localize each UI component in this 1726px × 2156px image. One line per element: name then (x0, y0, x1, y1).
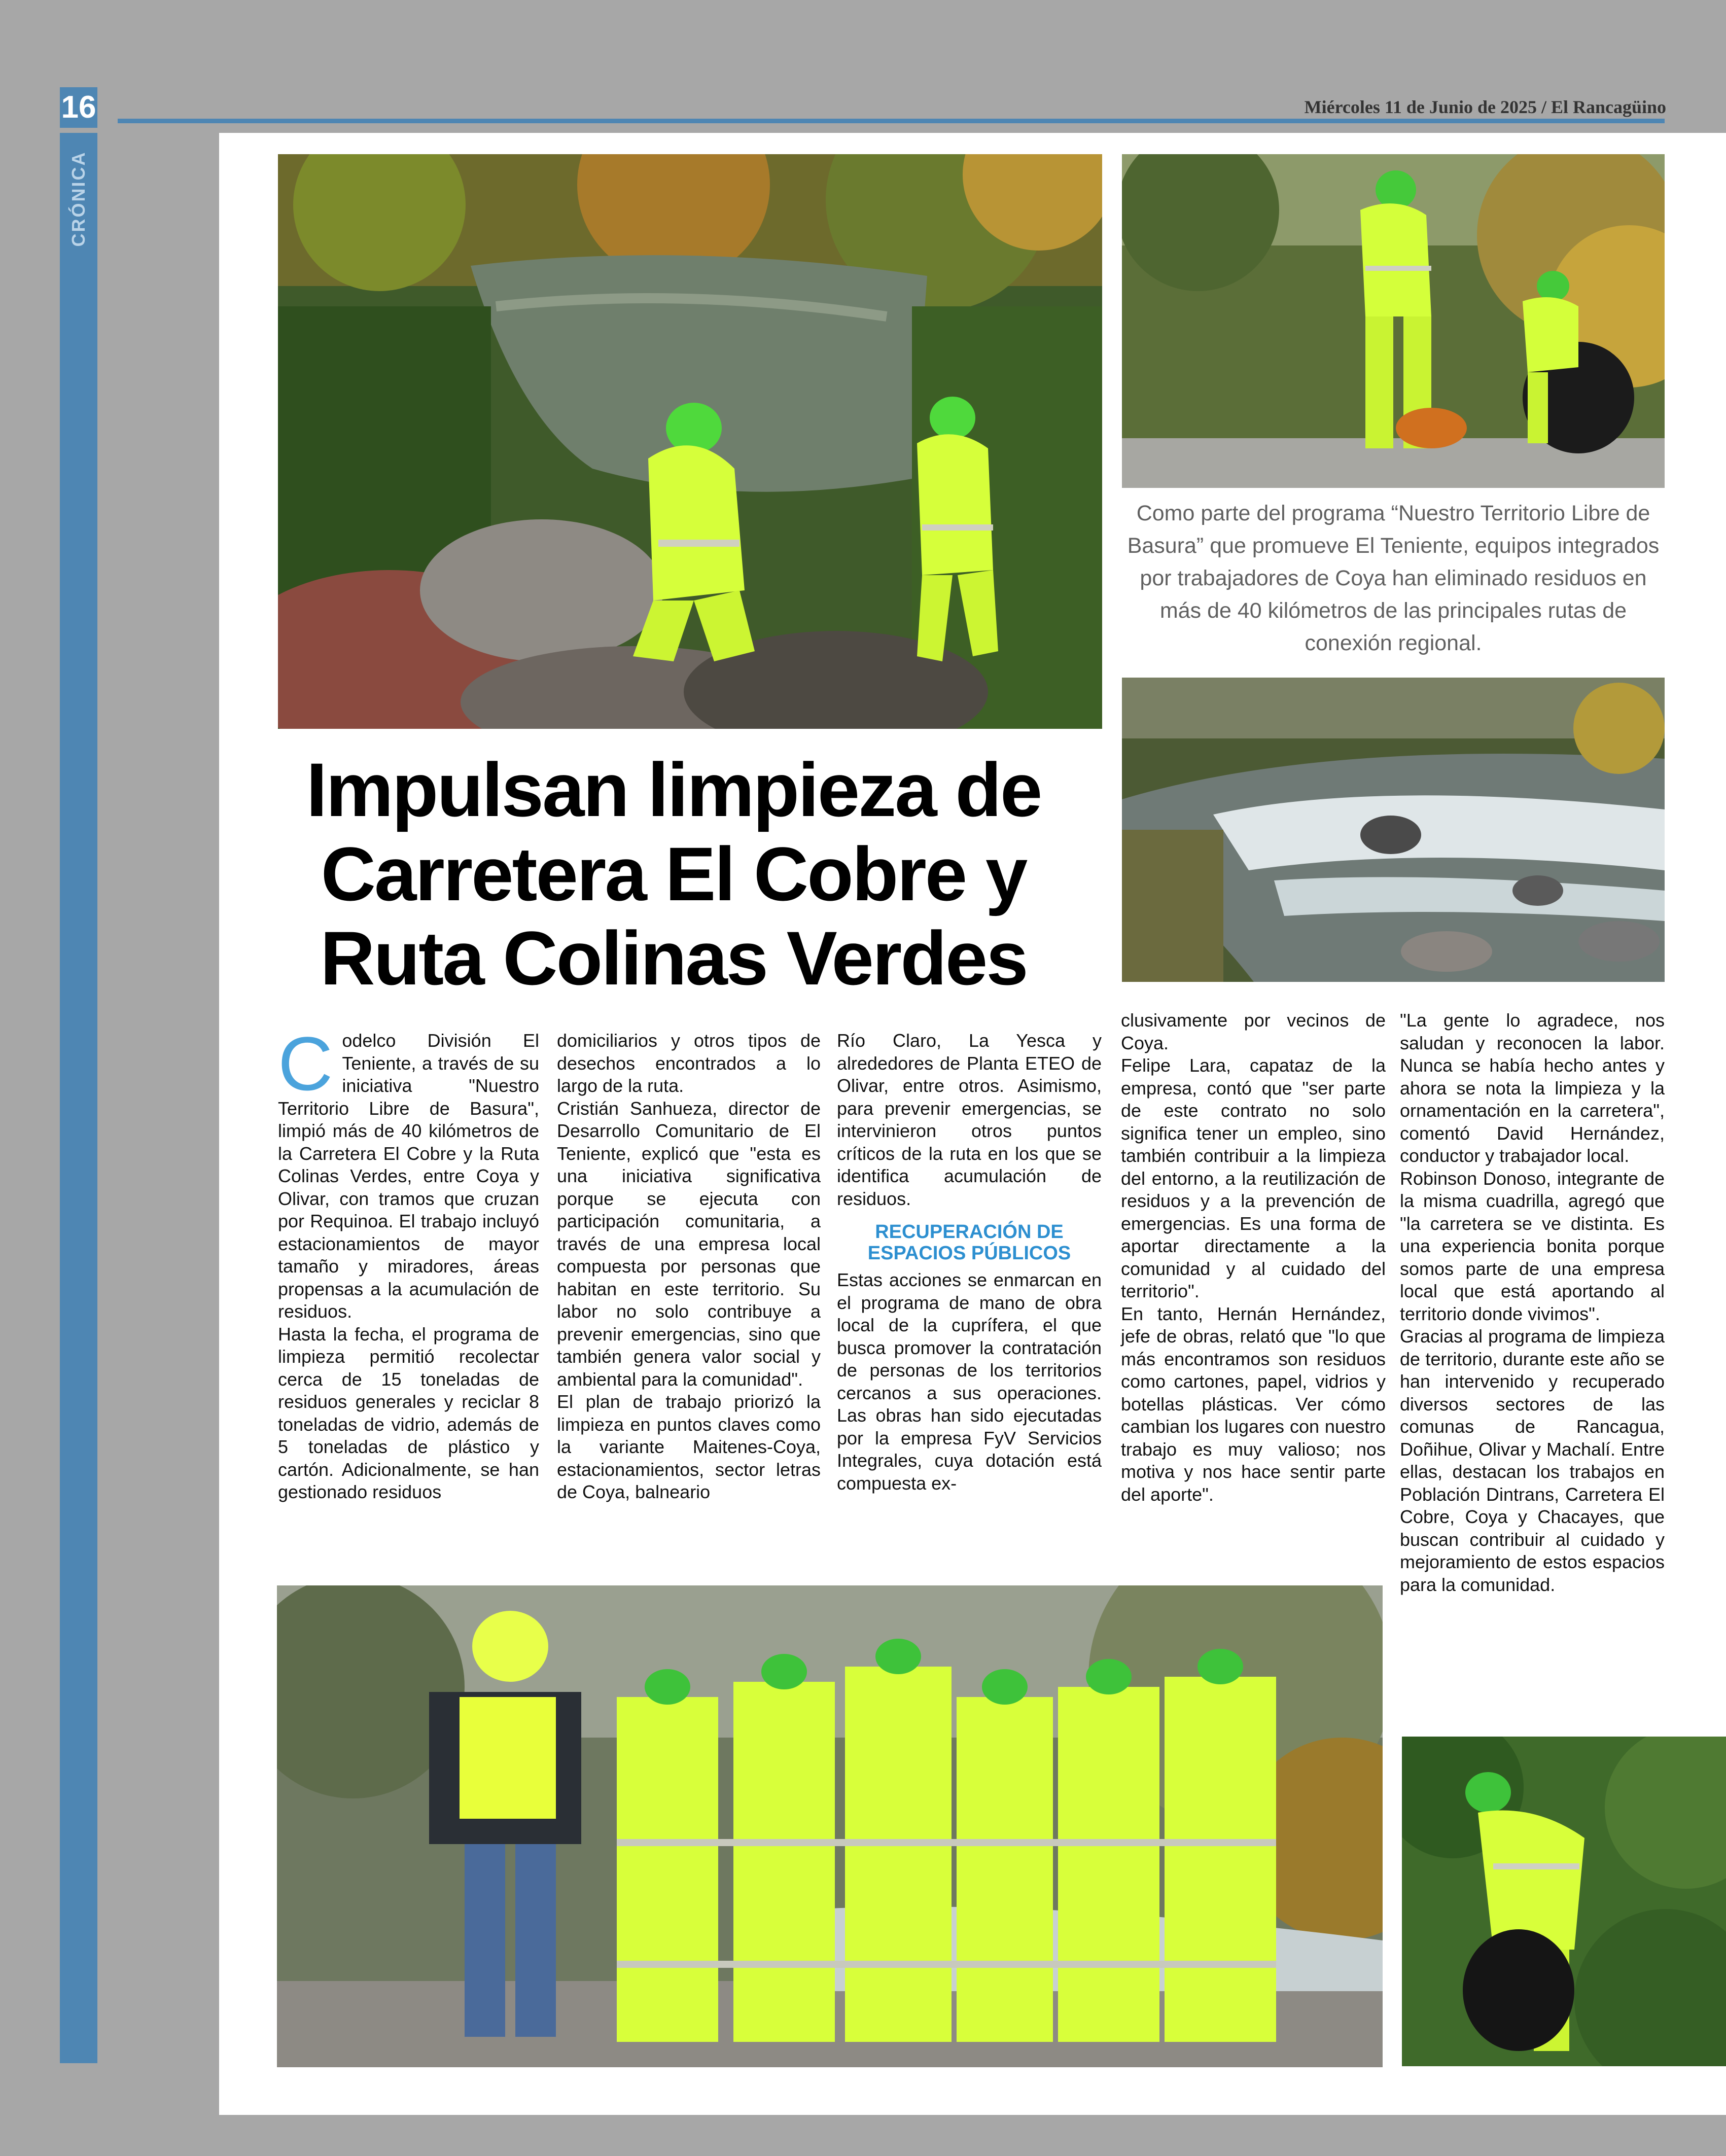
photo-river (1122, 678, 1665, 982)
photo-worker-trash-bag (1402, 1737, 1726, 2066)
article-column-1 (278, 1021, 539, 1504)
section-sidebar (60, 133, 97, 2063)
paragraph: odelco División El Teniente, a través de su iniciativa "Nuestro Territorio Libre de Basura", limpió más de 40 kilómetros de la Carretera El Cobre y la Ruta Colinas Verdes, entre Coya y Olivar, con tramos que cruzan por Requinoa. El trabajo incluyó estacionamientos de mayor tamaño y miradores, áreas propensas a la acumulación de residuos. (278, 1030, 539, 1322)
dateline: Miércoles 11 de Junio de 2025 / El Rancagüino (1304, 97, 1666, 117)
paragraph: Gracias al programa de limpieza de territorio, durante este año se han intervenido y recuperado diversos sectores de las comunas de Rancagua, Doñihue, Olivar y Machalí. Entre ellas, destacan los trabajos en Población Dintrans, Carretera El Cobre, Coya y Chacayes, que buscan contribuir al cuidado y mejoramiento de estos espacios para la comunidad. (1400, 1326, 1665, 1595)
section-label-text: CRÓNICA (68, 151, 89, 247)
paragraph: En tanto, Hernán Hernández, jefe de obras, relató que "lo que más encontramos son residuos como cartones, papel, vidrios y botellas plásticas. Ver cómo cambian los lugares con nuestro trabajo es muy valioso; nos motiva y nos hace sentir parte del aporte". (1121, 1303, 1386, 1505)
paragraph: Río Claro, La Yesca y alrededores de Planta ETEO de Olivar, entre otros. Asimismo, para prevenir emergencias, se intervinieron otros puntos críticos de la ruta en los que se identifica acumulación de residuos. (837, 1030, 1102, 1209)
photo-caption: Como parte del programa “Nuestro Territorio Libre de Basura” que promueve El Teniente, equipos integrados por trabajadores de Coya han eliminado residuos en más de 40 kilómetros de las principales rutas de conexión regional. (1127, 501, 1660, 655)
paragraph: Hasta la fecha, el programa de limpieza permitió recolectar cerca de 15 toneladas de residuos generales y reciclar 8 toneladas de vidrio, además de 5 toneladas de plástico y cartón. Adicionalmente, se han gestionado residuos (278, 1323, 539, 1502)
article-column-2 (557, 1030, 821, 1504)
paragraph: Felipe Lara, capataz de la empresa, contó que "ser parte de este contrato no solo significa tener un empleo, sino también contribuir a la limpieza del entorno, a la reutilización de residuos y a la prevención de emergencias. Es una forma de aportar directamente a la comunidad y al cuidado del territorio". (1121, 1055, 1386, 1301)
drop-cap: C (278, 1021, 333, 1106)
paragraph: El plan de trabajo priorizó la limpieza en puntos claves como la variante Maitenes-Coya, estacionamientos, sector letras de Coya, balneario (557, 1391, 821, 1502)
article-column-3 (837, 1030, 1102, 1495)
subheading: RECUPERACIÓN DE ESPACIOS PÚBLICOS (867, 1221, 1071, 1264)
photo-workers-roadside (1122, 154, 1665, 488)
article-column-5 (1400, 1009, 1665, 1596)
photo-work-crew (277, 1585, 1383, 2067)
page-number: 16 (60, 87, 97, 128)
paragraph: clusivamente por vecinos de Coya. (1121, 1010, 1386, 1053)
article-column-4 (1121, 1009, 1386, 1506)
headline: Impulsan limpieza de Carretera El Cobre y Ruta Colinas Verdes (306, 747, 1041, 1001)
paragraph: Robinson Donoso, integrante de la misma cuadrilla, agregó que "la carretera se ve distinta. Es una experiencia bonita porque somos parte de una empresa local que está aportando al territorio donde vivimos". (1400, 1168, 1665, 1324)
photo-workers-river (278, 154, 1102, 729)
paragraph: Estas acciones se enmarcan en el programa de mano de obra local de la cuprífera, el que busca promover la contratación de personas de los territorios cercanos a sus operaciones. Las obras han sido ejecutadas por la empresa FyV Servicios Integrales, cuya dotación está compuesta ex- (837, 1269, 1102, 1494)
paragraph: Cristián Sanhueza, director de Desarrollo Comunitario de El Teniente, explicó que "esta es una iniciativa significativa porque se ejecuta con participación comunitaria, a través de una empresa local compuesta por personas que habitan en este territorio. Su labor no solo contribuye a prevenir emergencias, sino que también genera valor social y ambiental para la comunidad". (557, 1098, 821, 1390)
header-rule (118, 119, 1665, 123)
paragraph: "La gente lo agradece, nos saludan y reconocen la labor. Nunca se había hecho antes y ahora se nota la limpieza y la ornamentación en la carretera", comentó David Hernández, conductor y trabajador local. (1400, 1010, 1665, 1166)
paragraph: domiciliarios y otros tipos de desechos encontrados a lo largo de la ruta. (557, 1030, 821, 1096)
section-label (60, 133, 97, 265)
